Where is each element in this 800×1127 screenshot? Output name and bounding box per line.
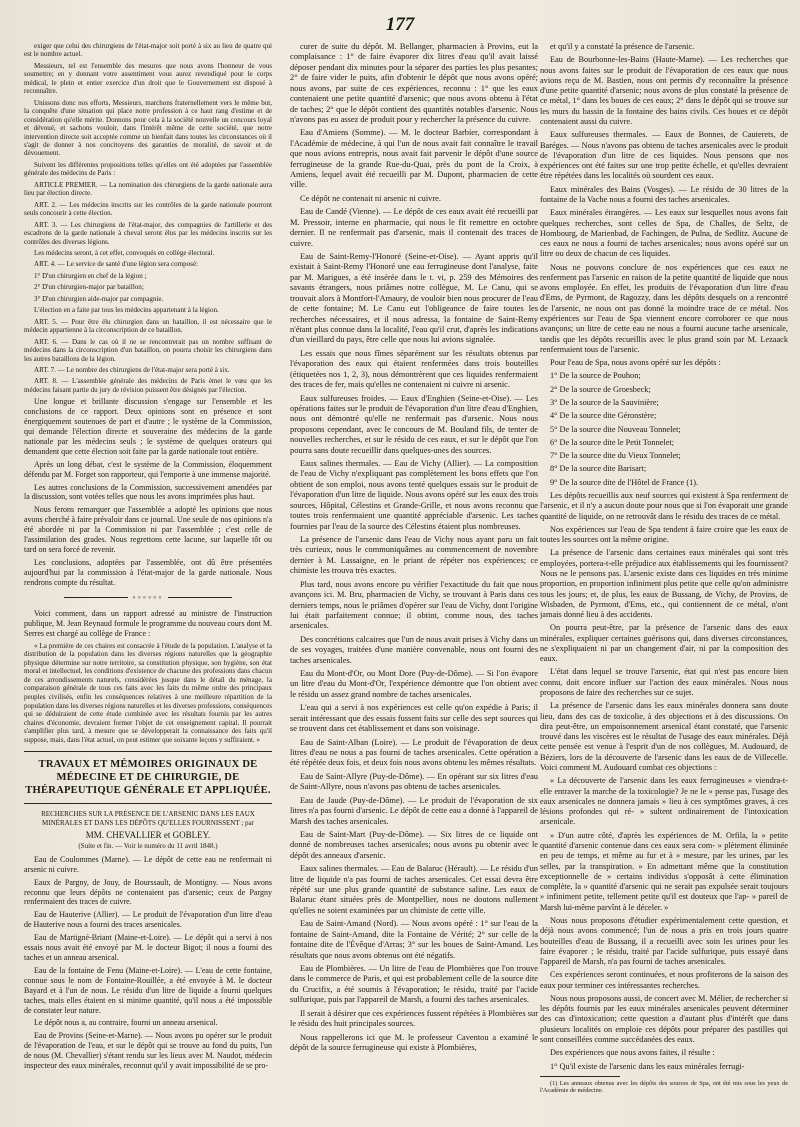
paragraph: 2° De la source de Groesbeck; <box>550 384 651 394</box>
column-middle <box>290 42 538 1102</box>
paragraph: Eaux sulfureuses thermales. — Eaux de Bonnes, de Cauterets, de Baréges. — Nous n'avons pas obtenu de taches arsenicales avec le produit de l'évaporation d'un litre de ces liquides. Nous pensons que nos expériences ont été faites sur une trop petite échelle, et qu'elles devraient être répétées dans les localités où sourdent ces eaux. <box>540 130 788 181</box>
paragraph: 9° De la source dite de l'Hôtel de France (1). <box>550 477 699 487</box>
paragraph: 1° Qu'il existe de l'arsenic dans les eaux minérales ferrugi- <box>550 1061 745 1071</box>
paragraph: Le dépôt nous a, au contraire, fourni un anneau arsenical. <box>34 1018 218 1028</box>
paragraph: Eau de Bourbonne-les-Bains (Haute-Marne). — Les recherches que nous avons faites sur le produit de l'évaporation de ces eaux que nous avions reçu de M. Bastien, nous ont permis d'y reconnaître la présence d'une petite quantité d'arsenic; nous avons de plus constaté la présence de ce métal, 1° dans les boues de ces eaux; 2° dans le dépôt qui se trouve sur les murs du bassin de la fontaine des bains civils. Ces boues et ce dépôt contenaient aussi du cuivre. <box>540 55 788 126</box>
paragraph: curer de suite du dépôt. M. Bellanger, pharmacien à Provins, eut la complaisance : 1° de faire évaporer dix litres d'eau qu'il avait laissé déposer pendant dix minutes pour la séparer des parties les plus pesantes; 2° de faire vider le puits, afin d'obtenir le dépôt que nous avons opéré; nous avons, par suite de ces expériences, reconnu : 1° que les eaux contenaient une petite quantité d'arsenic; que nous avons obtenu à l'état de taches; 2° que le dépôt contient des quantités notables d'arsenic. Nous n'avons pas eu assez de produit pour y rechercher la présence du cuivre. <box>290 42 538 124</box>
page-number: 177 <box>385 14 415 35</box>
paragraph: 8° De la source dite Barisart; <box>550 464 647 474</box>
paragraph: Eau de Provins (Seine-et-Marne). — Nous avons pu opérer sur le produit de l'évaporation de l'eau, et sur le dépôt qui se trouve au fond du puits, l'un de nous (M. Chevallier) s'étant rendu sur les lieux avec M. Naudot, médecin inspecteur des eaux minérales, reconnut qu'il y avait impossibilité de se pro- <box>24 1031 272 1071</box>
paragraph: ART. 2. — Les médecins inscrits sur les contrôles de la garde nationale pourront seuls concourir à cette élection. <box>24 200 272 218</box>
paragraph: ART. 6. — Dans le cas où il ne se rencontrerait pas un nombre suffisant de médecins dans la circonscription d'un bataillon, on pourra choisir les chirurgiens dans les autres bataillons de la légion. <box>24 337 272 363</box>
paragraph: 1° De la source de Pouhon; <box>550 371 641 381</box>
section-divider <box>24 751 272 752</box>
footnote: (1) Les anneaux obtenus avec les dépôts des sources de Spa, ont été mis sous les yeux de l'Académie de médecine. <box>540 1079 788 1095</box>
paragraph: L'eau qui a servi à nos expériences est celle qu'on expédie à Paris; il serait intéressant que des essais fussent faits sur celle des sept sources qui se trouvent dans cet établissement et dans son voisinage. <box>290 703 538 734</box>
paragraph: Les conclusions, adoptées par l'assemblée, ont dû être présentées aujourd'hui par la commission à l'état-major de la garde nationale. Nous rendrons compte du résultat. <box>24 557 272 587</box>
article-body-right <box>540 42 788 1072</box>
paragraph: Eau de Jaude (Puy-de-Dôme). — Le produit de l'évaporation de six litres n'a pas fourni d'arsenic. Le dépôt de cette eau a donné à l'appareil de Marsh des taches arsenicales. <box>290 795 538 826</box>
college-de-france-note <box>24 609 272 639</box>
paragraph: La présence de l'arsenic dans les eaux minérales donnera sans doute lieu, dans des cas de toxicolie, à des objections et à des discussions. On dira peut-être, un empoisonnement arsenical étant constaté, que l'arsenic trouvé dans les viscères est le résultat de l'usage des eaux minérales. Déjà cette pensée est venue à l'esprit d'un de nos collègues, M. Audouard, de Béziers, lors de la découverte de l'arsenic dans les eaux de de Villecelle. Voici comment M. Audouard combat ces objections : <box>540 701 788 772</box>
paragraph: 6° De la source dite le Petit Tonnelet; <box>550 437 675 447</box>
paragraph: Eau de Saint-Amand (Nord). — Nous avons opéré : 1° sur l'eau de la fontaine de Saint-Amand, dite la Fontaine de Vérité; 2° sur celle de la fontaine dite de l'Évêque d'Arras; 3° sur les boues de Saint-Amand. Les résultats que nous avons obtenus ont été négatifs. <box>290 919 538 960</box>
paragraph: Nous ferons remarquer que l'assemblée a adopté les opinions que nous avons cherché à faire prévaloir dans ce journal. Une seule de nos opinions n'a été abordée ni par la Commission ni par l'assemblée ; c'est celle de l'assimilation des grades. Nous regrettons cette lacune, sur laquelle tôt ou tard on sera forcé de revenir. <box>24 505 272 554</box>
paragraph: Unissons donc nos efforts, Messieurs, marchons fraternellement vers le même but, la conquête d'une situation qui place notre profession à ce haut rang d'estime et de considération qu'elle mérite. Donnons pour cela à la société nouvelle un concours loyal et dévoué, et sachons vouloir, dans l'intérêt même de cette société, que notre intervention directe soit acceptée comme un bienfait dans toutes les circonstances où il s'agit de donner à nos concitoyens des garanties de moralité, de savoir et de dévouement. <box>24 98 272 158</box>
paragraph: 2° D'un chirurgien-major par bataillon; <box>34 283 144 292</box>
paragraph: L'élection en a faite par tous les médecins appartenant à la légion. <box>34 306 219 315</box>
paragraph: Pour l'eau de Spa, nous avons opéré sur les dépôts : <box>550 358 721 368</box>
paragraph: Eaux sulfureuses froides. — Eaux d'Enghien (Seine-et-Oise). — Les opérations faites sur le produit de l'évaporation d'un litre d'eau d'Enghien, nous ont démontré qu'elle ne renfermait pas d'arsenic. Nous nous proposons cependant, avec le concours de M. Bouland fils, de tenter de nouvelles recherches, et sur le résidu de ces eaux, et sur le dépôt que l'on pourra sans doute recueillir dans quelques-unes des sources. <box>290 393 538 455</box>
paragraph: Après un long débat, c'est le système de la Commission, éloquemment défendu par M. Forget son rapporteur, qui l'emporte à une immense majorité. <box>24 459 272 479</box>
paragraph: Les autres conclusions de la Commission, successivement amendées par la discussion, sont votées telles que nous les avons imprimées plus haut. <box>24 482 272 502</box>
column-left <box>24 42 272 1102</box>
paragraph: ARTICLE PREMIER. — La nomination des chirurgiens de la garde nationale aura lieu par élection directe. <box>24 180 272 198</box>
paragraph: 3° De la source de la Sauvinière; <box>550 398 659 407</box>
paragraph: Eau de la fontaine de Fenu (Maine-et-Loire). — L'eau de cette fontaine, connue sous le nom de Fontaine-Rouillée, a été envoyée à M. le docteur Bayard et à l'un de nous. Le résidu d'un litre de liquide a fourni quelques taches, mais elles étaient en si minime quantité, qu'il nous a été impossible de constater leur nature. <box>24 965 272 1015</box>
paragraph: ART. 4. — Le service de santé d'une légion sera composé: <box>34 260 198 269</box>
paragraph: Eau de Plombières. — Un litre de l'eau de Plombières que l'on trouve dans le commerce de Paris, et qui est probablement celle de la source dite du Crucifix, a été soumis à l'évaporation; le résidu, traité par l'acide sulfurique, puis par l'appareil de Marsh, a fourni des taches arsenicales. <box>290 964 538 1005</box>
paragraph: Suivent les différentes propositions telles qu'elles ont été adoptées par l'assemblée générale des médecins de Paris : <box>24 160 272 178</box>
paragraph: On pourra peut-être, par la présence de l'arsenic dans des eaux minérales, expliquer certaines guérisons qui, dans diverses circonstances, ne s'expliquaient ni par un changement d'air, ni par la composition des eaux. <box>540 623 788 664</box>
paragraph: Eaux minérales étrangères. — Les eaux sur lesquelles nous avons fait quelques recherches, sont celles de Spa, de Challes, de Seltz, de Hombourg, de Marienbad, de Fachingen, de Pulna, de Sedlitz. Aucune de ces eaux ne nous a fourni de taches arsenicales; nous avons opéré sur un litre ou deux de chacun de ces liquides. <box>540 208 788 259</box>
article-body-start <box>24 855 272 1071</box>
paragraph: Eau de Candé (Vienne). — Le dépôt de ces eaux avait été recueilli par M. Pressoir, interne en pharmacie, qui nous le fit remettre en octobre dernier. Il ne renfermait pas d'arsenic, mais il contenait des traces de cuivre. <box>290 207 538 248</box>
footnote-divider <box>540 1076 620 1077</box>
paragraph: Eau du Mont-d'Or, ou Mont Dore (Puy-de-Dôme). — Si l'on évapore un litre d'eau du Mont-d'Or, l'expérience démontre que l'on obtient avec le résidu un assez grand nombre de taches arsenicales. <box>290 669 538 699</box>
paragraph: et qu'il y a constaté la présence de l'arsenic. <box>550 42 695 51</box>
paragraph: Eau de Coulommes (Marne). — Le dépôt de cette eau ne renfermait ni arsenic ni cuivre. <box>24 854 272 874</box>
paragraph: Ces expériences seront continuées, et nous profiterons de la saison des eaux pour terminer ces intéressantes recherches. <box>540 970 788 990</box>
paragraph: Nous nous proposons d'étudier expérimentalement cette question, et déjà nous avons commencé; l'un de nous a pris en trois jours quatre bouteilles d'eau de Bussang, il a recueilli avec soin les urines pour les faire évaporer ; le résidu, traité par l'acide sulfurique, puis essayé dans l'appareil de Marsh, n'a pas fourni de taches arsenicales. <box>540 915 788 967</box>
paragraph: Eau de Saint-Alban (Loire). — Le produit de l'évaporation de deux litres d'eau ne nous a pas fourni de taches arsenicales. Cette opération a été répétée deux fois, et deux fois nous avons obtenu les mêmes résultats. <box>290 737 538 768</box>
section-divider <box>24 803 272 804</box>
paragraph: Des expériences que nous avons faites, il résulte : <box>550 1048 715 1058</box>
paragraph: Eaux minérales des Bains (Vosges). — Le résidu de 30 litres de la fontaine de la Vache nous a fourni des taches arsenicales. <box>540 184 788 204</box>
article-title: RECHERCHES SUR LA PRÉSENCE DE L'ARSENIC DANS LES EAUX MINÉRALES ET DANS LES DÉPÔTS QU'ELLES FOURNISSENT ; par <box>41 810 255 828</box>
section-heading: TRAVAUX ET MÉMOIRES ORIGINAUX DE MÉDECINE ET DE CHIRURGIE, DE THÉRAPEUTIQUE GÉNÉRALE ET APPLIQUÉE. <box>25 758 271 797</box>
paragraph: ART. 5. — Pour être élu chirurgien dans un bataillon, il est nécessaire que le médecin appartienne à la circonscription de ce bataillon. <box>24 317 272 335</box>
reynaud-quote: « La première de ces chaires est consacrée à l'étude de la population. L'analyse et la distribution de la population dans les diverses régions naturelles que la géographie physique détermine sur notre territoire, sa constitution physique, son hygiène, son état moral et intellectuel, les conditions d'existence de chacune des professions dans chacun de ces arrondissements naturels, considérées jusque dans le détail du ménage, la comparaison générale de tous ces faits avec les faits du même ordre des principaux peuples civilisés, enfin les conséquences relatives à une meilleure répartition de la population dans les diverses régions naturelles et les diverses professions, conséquences qui se déduiraient de cette étude combinée avec les résultats fournis par les autres chaires d'économie, devraient former l'objet de cet enseignement capital. Il pourrait s'amplifier plus tard, à mesure que se développerait la connaissance des faits qu'il suppose, mais, dans l'état actuel, on peut estimer que soixante leçons y suffiraient. » <box>24 641 272 745</box>
paragraph: Eaux salines thermales. — Eau de Vichy (Allier). — La composition de l'eau de Vichy n'expliquant pas complètement les bons effets que l'on obtient de son emploi, nous avons tenté quelques essais sur le produit de l'évaporation d'un litre de liquide. Nous avons opéré sur les eaux des trois sources, Hôpital, Célestins et Grande-Grille, et nous avons reconnu que toutes trois renfermaient une quantité appréciable d'arsenic. Les taches fournies par l'eau de la source des Célestins étaient plus nombreuses. <box>290 459 538 531</box>
paragraph: Nous rappellerons ici que M. le professeur Caventou a examiné le dépôt de la source ferrugineuse qui existe à Plombières, <box>290 1032 538 1052</box>
assembly-propositions <box>24 42 272 394</box>
paragraph: Eau de Saint-Mart (Puy-de-Dôme). — Six litres de ce liquide ont donné de nombreuses taches arsenicales; nous avons pu obtenir avec le dépôt des anneaux d'arsenic. <box>290 829 538 860</box>
column-right <box>540 42 788 1102</box>
paragraph: 4° De la source dite Géronstère; <box>550 411 657 421</box>
paragraph: Ce dépôt ne contenait ni arsenic ni cuivre. <box>300 193 441 203</box>
section-ornament: ◦◦◦◦◦◦ <box>24 592 272 603</box>
article-continuation-note: (Suite et fin. — Voir le numéro du 11 avril 1848.) <box>78 842 218 851</box>
paragraph: ART. 8. — L'assemblée générale des médecins de Paris émet le vœu que les médecins faisant partie du jury de révision puissent être désignés par l'élection. <box>24 377 272 394</box>
paragraph: Messieurs, tel est l'ensemble des mesures que nous avons l'honneur de vous soumettre; en y donnant votre assentiment vous aurez revendiqué pour le corps médical, le plein et entier exercice d'un droit que le Gouvernement est disposé à reconnaître. <box>24 61 272 96</box>
paragraph: Eau de Martigné-Briant (Maine-et-Loire). — Le dépôt qui a servi à nos essais nous avait été envoyé par M. le docteur Bigot; il nous a fourni des taches et un anneau arsenical. <box>24 933 272 962</box>
paragraph: 3° D'un chirurgien aide-major par compagnie. <box>34 294 164 303</box>
paragraph: ART. 7. — Le nombre des chirurgiens de l'état-major sera porté à six. <box>34 365 230 374</box>
paragraph: ART. 3. — Les chirurgiens de l'état-major, des compagnies de l'artillerie et des escadrons de la garde nationale à cheval seront élus par les médecins inscrits sur les contrôles des diverses légions. <box>24 220 272 246</box>
paragraph: Plus tard, nous avons encore pu vérifier l'exactitude du fait que nous avançons ici. M. Bru, pharmacien de Vichy, se trouvant à Paris dans ces derniers temps, nous le priâmes d'opérer sur l'eau de Vichy, dont l'origine lui était parfaitement connue; il obtint, comme nous, des taches arsenicales. <box>290 579 538 631</box>
paragraph: Une longue et brillante discussion s'engage sur l'ensemble et les conclusions de ce rapport. Deux opinions sont en présence et sont énergiquement soutenues de part et d'autre ; le système de la Commission, qui demande l'élection directe et souveraine des médecins de la garde nationale par les médecins seuls ; le système de quelques orateurs qui demandent que cette élection soit faite par la garde nationale tout entière. <box>24 397 272 456</box>
paragraph: Les essais que nous fîmes séparément sur les résultats obtenus par l'évaporation des eaux qui étaient renfermées dans trois bouteilles (étiquetées nos 1, 2, 3), nous démontrèrent que ces liquides renfermaient des traces de fer, mais qu'elles ne contenaient ni cuivre ni arsenic. <box>290 348 538 390</box>
paragraph: Eaux salines thermales. — Eau de Balaruc (Hérault). — Le résidu d'un litre de liquide n'a pas fourni de taches arsenicales. Cet essai devra être répété sur une plus grande quantité de substance saline. Les eaux de Balaruc étant situées près de Montpellier, nous ne doutons nullement qu'elles ne soient examinées par un chimiste de cette ville. <box>290 864 538 915</box>
paragraph: Eaux de Pargny, de Jouy, de Bourssault, de Montigny. — Nous avons reconnu que leurs dépôts ne contenaient pas d'arsenic; ceux de Pargny renfermaient des traces de cuivre. <box>24 877 272 907</box>
paragraph: Nos expériences sur l'eau de Spa tendent à faire croire que les eaux de toutes les sources ont la même origine. <box>540 524 788 545</box>
paragraph: Eau d'Amiens (Somme). — M. le docteur Barbier, correspondant à l'Académie de médecine, à qui l'un de nous avait fait connaître le travail que nous avions entrepris, nous avait fait parvenir le dépôt d'une source ferrugineuse de la grande Rue-du-Quai, près du pont de la Croix, à Amiens, lequel avait été recueilli par M. Dupont, pharmacien de cette ville. <box>290 128 538 190</box>
paragraph: Il serait à désirer que ces expériences fussent répétées à Plombières sur le résidu des huit principales sources. <box>290 1008 538 1029</box>
paragraph: Nous nous proposons aussi, de concert avec M. Mélier, de rechercher si les dépôts fournis par les eaux minérales arsenicales peuvent déterminer des cas d'intoxication; cette question a d'autant plus d'intérêt que dans plusieurs localités on emploie ces dépôts pour préparer des pastilles qui sont conseillées comme succédanées des eaux. <box>540 993 788 1045</box>
paragraph: Les dépôts recueillis aux neuf sources qui existent à Spa renferment de l'arsenic, et il n'y a aucun doute pour nous que si l'on évaporait une grande quantité de liquide, on ne retrouvât dans le résidu des traces de ce métal. <box>540 490 788 521</box>
article-body-middle <box>290 42 538 1053</box>
assembly-discussion <box>24 397 272 587</box>
paragraph: 7° De la source dite du Vieux Tonnelet; <box>550 451 681 461</box>
paragraph: Les médecins seront, à cet effet, convoqués en collège électoral. <box>34 248 215 257</box>
article-authors: MM. CHEVALLIER et GOBLEY. <box>85 829 211 840</box>
paragraph: Eau de Saint-Remy-l'Honoré (Seine-et-Oise). — Ayant appris qu'il existait à Saint-Remy l'Honoré une eau ferrugineuse dont l'analyse, faite par M. Marigues, a été insérée dans le t. vi, p. 259 des Mémoires des savants étrangers, nous priâmes notre collègue, M. Le Canu, qui se trouvait alors à Montfort-l'Amaury, de vouloir bien nous procurer de l'eau de cette fontaine; M. Le Canu eut l'obligeance de faire toutes les recherches nécessaires, et il nous adressa, la fontaine de Saint-Remy n'étant plus connue dans la localité, l'eau qu'il crut, d'après les indications d'un vieillard du pays, être celle que nous lui avions signalée. <box>290 252 538 345</box>
paragraph: Voici comment, dans un rapport adressé au ministre de l'instruction publique, M. Jean Reynaud formule le programme du nouveau cours dont M. Serres est chargé au collège de France : <box>24 608 272 638</box>
paragraph: Des concrétions calcaires que l'un de nous avait prises à Vichy dans un de ses voyages, traitées d'une manière convenable, nous ont fourni des taches arsenicales. <box>290 634 538 665</box>
paragraph: Eau de Hauterive (Allier). — Le produit de l'évaporation d'un litre d'eau de Hauterive nous a fourni des traces arsenicales. <box>24 910 272 930</box>
paragraph: La présence de l'arsenic dans certaines eaux minérales qui sont très employées, portera-t-elle préjudice aux établissements qui les fournissent? Nous ne le pensons pas. L'arsenic existe dans ces liquides en très minime proportion, en proportion infiniment plus petite que celle qu'on administre tous les jours; et, de plus, les eaux de Bussang, de Vichy, de Provins, de Wisbaden, de Pyrmont, d'Ems, etc., qui contiennent de ce métal, n'ont jamais donné lieu à des accidents. <box>540 548 788 620</box>
paragraph: Nous ne pouvons conclure de nos expériences que ces eaux ne renferment pas l'arsenic en raison de la petite quantité de liquide que nous avons employée. En effet, les produits de l'évaporation d'un litre d'eau d'Ems, de Pyrmont, de Ragozzy, dans les dépôts desquels on a rencontré de l'arsenic, ne nous ont pas donné la moindre trace de ce métal. Nos expériences sur l'eau de Spa viennent encore corroborer ce que nous avançons; un litre de cette eau ne nous a fourni aucune tache arsenicale, tandis que les dépôts recueillis avec le plus grand soin par M. Lezaack renfermaient tous de l'arsenic. <box>540 262 788 354</box>
paragraph: 1° D'un chirurgien en chef de la légion ; <box>34 271 147 280</box>
paragraph: 5° De la source dite Nouveau Tonnelet; <box>550 424 681 434</box>
paragraph: « La découverte de l'arsenic dans les eaux ferrugineuses » viendra-t-elle entraver la marche de la toxicologie? Je ne le » pense pas, l'usage des eaux arsenicales ne donnera jamais » lieu à ces symptômes graves, à ces lésions profondes qui ré- » sultent ordinairement de l'intoxication arsenicale. <box>540 776 788 827</box>
paragraph: exiger que celui des chirurgiens de l'état-major soit porté à six au lieu de quatre qui est le nombre actuel. <box>24 42 272 59</box>
paragraph: L'état dans lequel se trouve l'arsenic, état qui n'est pas encore bien connu, doit encore influer sur l'action des eaux minérales. Nous nous proposons de faire des recherches sur ce sujet. <box>540 667 788 698</box>
paragraph: Eau de Saint-Allyre (Puy-de-Dôme). — En opérant sur six litres d'eau de Saint-Allyre, nous n'avons pas obtenu de taches arsenicales. <box>290 771 538 792</box>
paragraph: » D'un autre côté, d'après les expériences de M. Orfila, la » petite quantité d'arsenic contenue dans ces eaux sera com- » plètement éliminée en peu de temps, et même au fur et à » mesure, par les urines, par les selles, par la transpiration. » En admettant même que la constitution exceptionnelle de » certains individus s'opposât à cette élimination complète, la » quantité d'arsenic qui ne serait pas expulsée serait toujours » infiniment petite, tellement petite qu'il est douteux que l'ap- » pareil de Marsh lui-même parvînt à le déceler. » <box>540 830 788 912</box>
paragraph: La présence de l'arsenic dans l'eau de Vichy nous ayant paru un fait très curieux, nous le communiquâmes au commencement de novembre dernier à M. Lassaigne, en le priant de répéter nos expériences; ce chimiste les trouva très exactes. <box>290 534 538 576</box>
